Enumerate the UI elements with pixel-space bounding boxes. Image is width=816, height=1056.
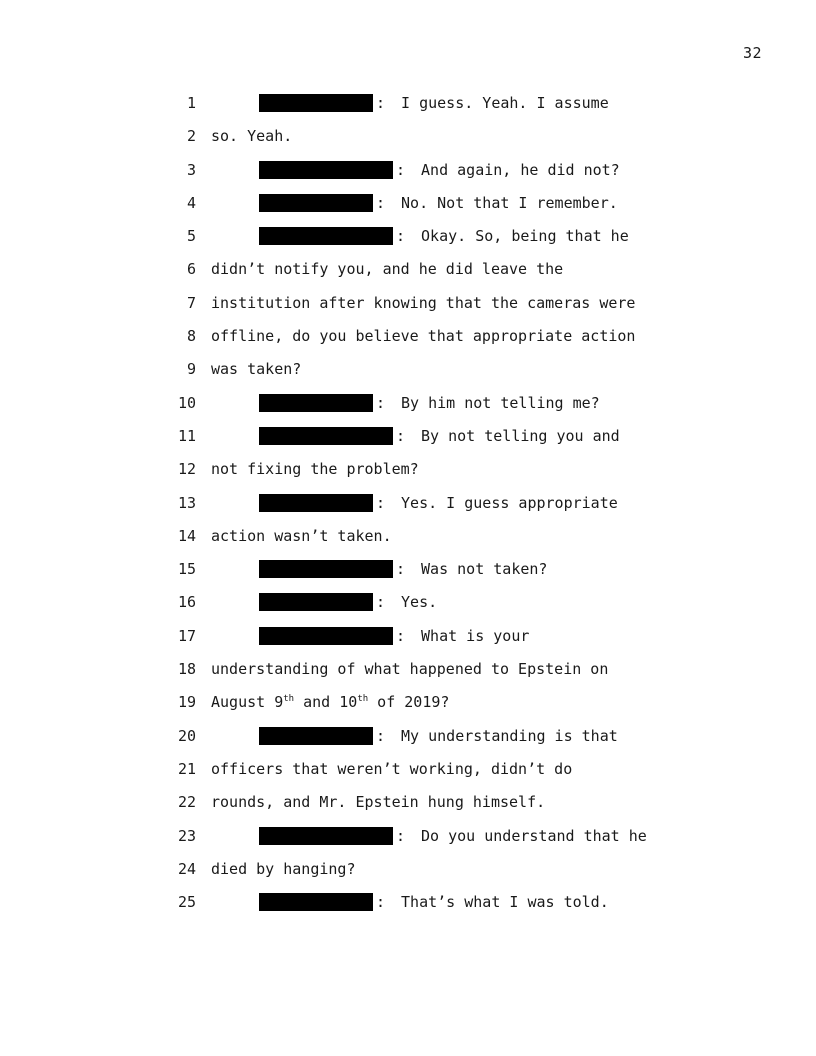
- line-text: didn’t notify you, and he did leave the: [211, 260, 564, 279]
- line-number: 2: [186, 127, 196, 146]
- line-text: What is your: [421, 626, 530, 645]
- transcript-line: [0, 686, 816, 719]
- speaker-colon: :: [376, 393, 386, 412]
- redacted-speaker-name: [259, 494, 373, 512]
- line-text: Do you understand that he: [421, 826, 647, 845]
- line-text: officers that weren’t working, didn’t do: [211, 759, 573, 778]
- transcript-line: [0, 820, 816, 853]
- speaker-line: [259, 487, 618, 520]
- redacted-speaker-name: [259, 394, 373, 412]
- transcript-line: [0, 453, 816, 486]
- line-number: 15: [177, 560, 196, 579]
- line-text: institution after knowing that the cameras were: [211, 293, 636, 312]
- speaker-colon: :: [376, 593, 386, 612]
- line-number: 3: [186, 160, 196, 179]
- line-number: 21: [177, 759, 196, 778]
- line-number: 17: [177, 626, 196, 645]
- line-text: Yes.: [401, 593, 438, 612]
- line-number: 20: [177, 726, 196, 745]
- speaker-colon: :: [396, 160, 406, 179]
- speaker-line: [259, 87, 609, 120]
- transcript-line: [0, 653, 816, 686]
- transcript-line: [0, 187, 816, 220]
- transcript-line: [0, 287, 816, 320]
- ordinal-suffix: th: [357, 694, 369, 705]
- line-number: 13: [177, 493, 196, 512]
- line-number: 7: [186, 293, 196, 312]
- line-text: so. Yeah.: [211, 127, 293, 146]
- line-number: 8: [186, 327, 196, 346]
- line-number: 22: [177, 793, 196, 812]
- transcript-line: [0, 154, 816, 187]
- line-text: My understanding is that: [401, 726, 618, 745]
- speaker-line: [259, 820, 647, 853]
- line-text: I guess. Yeah. I assume: [401, 94, 609, 112]
- line-number: 6: [186, 260, 196, 279]
- speaker-colon: :: [376, 893, 386, 912]
- line-number: 25: [177, 893, 196, 912]
- line-number: 23: [177, 826, 196, 845]
- line-text: died by hanging?: [211, 859, 356, 878]
- transcript-line: [0, 886, 816, 919]
- speaker-line: [259, 420, 620, 453]
- redacted-speaker-name: [259, 94, 373, 112]
- speaker-line: [259, 586, 437, 619]
- transcript-line: [0, 853, 816, 886]
- transcript-line: [0, 220, 816, 253]
- line-text: Okay. So, being that he: [421, 227, 629, 246]
- line-text: not fixing the problem?: [211, 460, 419, 479]
- speaker-colon: :: [376, 94, 386, 112]
- redacted-speaker-name: [259, 427, 393, 445]
- line-number: 24: [177, 859, 196, 878]
- line-number: 14: [177, 526, 196, 545]
- transcript-line: [0, 786, 816, 819]
- transcript-body: [0, 87, 816, 919]
- line-text: [211, 686, 449, 719]
- line-text: Was not taken?: [421, 560, 548, 579]
- line-text: offline, do you believe that appropriate action: [211, 327, 636, 346]
- line-number: 12: [177, 460, 196, 479]
- speaker-line: [259, 187, 618, 220]
- line-text-part: of 2019?: [368, 693, 450, 712]
- line-text: By not telling you and: [421, 426, 620, 445]
- speaker-colon: :: [376, 726, 386, 745]
- line-number: 16: [177, 593, 196, 612]
- speaker-line: [259, 720, 618, 753]
- transcript-line: [0, 353, 816, 386]
- redacted-speaker-name: [259, 560, 393, 578]
- speaker-colon: :: [396, 826, 406, 845]
- line-number: 4: [186, 193, 196, 212]
- redacted-speaker-name: [259, 627, 393, 645]
- line-text: understanding of what happened to Epstein on: [211, 660, 609, 679]
- transcript-line: [0, 620, 816, 653]
- redacted-speaker-name: [259, 227, 393, 245]
- line-text: Yes. I guess appropriate: [401, 493, 618, 512]
- speaker-line: [259, 886, 609, 919]
- line-text-part: and 10: [294, 693, 358, 712]
- speaker-colon: :: [396, 426, 406, 445]
- line-number: 11: [177, 426, 196, 445]
- speaker-line: [259, 220, 629, 253]
- speaker-colon: :: [396, 560, 406, 579]
- transcript-line: [0, 387, 816, 420]
- redacted-speaker-name: [259, 161, 393, 179]
- speaker-line: [259, 387, 600, 420]
- redacted-speaker-name: [259, 727, 373, 745]
- transcript-line: [0, 520, 816, 553]
- transcript-line: [0, 553, 816, 586]
- ordinal-suffix: th: [283, 694, 295, 705]
- line-text: By him not telling me?: [401, 393, 600, 412]
- transcript-line: [0, 487, 816, 520]
- speaker-line: [259, 154, 620, 187]
- speaker-colon: :: [376, 493, 386, 512]
- line-number: 18: [177, 660, 196, 679]
- redacted-speaker-name: [259, 194, 373, 212]
- line-number: 9: [186, 360, 196, 379]
- speaker-line: [259, 553, 547, 586]
- line-text: action wasn’t taken.: [211, 526, 392, 545]
- line-number: 19: [177, 693, 196, 712]
- redacted-speaker-name: [259, 593, 373, 611]
- speaker-line: [259, 620, 529, 653]
- speaker-colon: :: [396, 227, 406, 246]
- speaker-colon: :: [376, 193, 386, 212]
- line-number: 5: [186, 227, 196, 246]
- redacted-speaker-name: [259, 827, 393, 845]
- line-text: rounds, and Mr. Epstein hung himself.: [211, 793, 546, 812]
- transcript-line: [0, 87, 816, 120]
- line-number: 10: [177, 393, 196, 412]
- line-text-part: August 9: [211, 693, 284, 712]
- transcript-line: [0, 320, 816, 353]
- line-text: And again, he did not?: [421, 160, 620, 179]
- page-number: 32: [742, 44, 762, 62]
- line-number: 1: [186, 94, 196, 112]
- redacted-speaker-name: [259, 893, 373, 911]
- line-text: was taken?: [211, 360, 302, 379]
- speaker-colon: :: [396, 626, 406, 645]
- line-text: No. Not that I remember.: [401, 193, 618, 212]
- transcript-line: [0, 586, 816, 619]
- transcript-line: [0, 120, 816, 153]
- transcript-line: [0, 720, 816, 753]
- transcript-line: [0, 753, 816, 786]
- transcript-line: [0, 420, 816, 453]
- transcript-line: [0, 253, 816, 286]
- line-text: That’s what I was told.: [401, 893, 609, 912]
